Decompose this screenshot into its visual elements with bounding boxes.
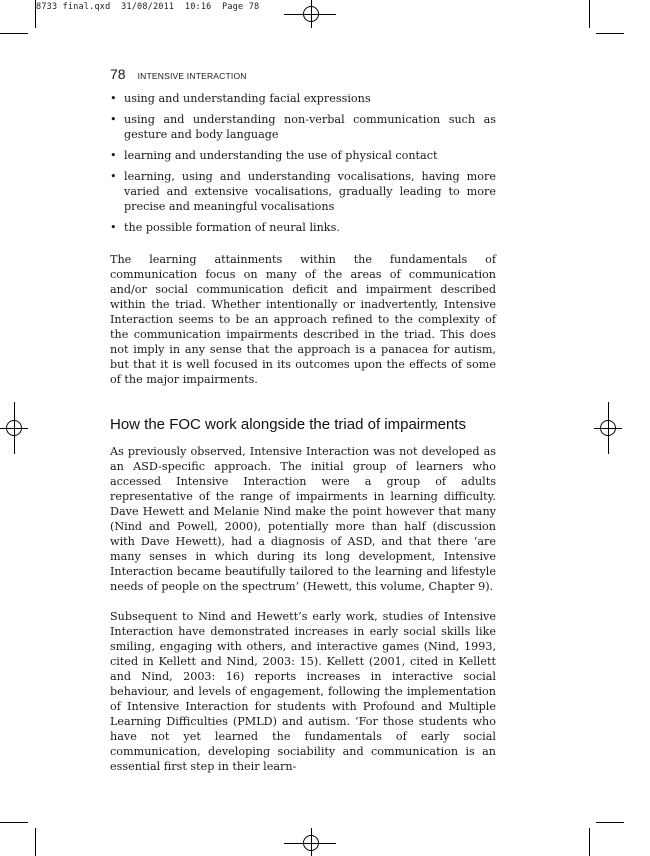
section-heading: How the FOC work alongside the triad of impairments bbox=[110, 416, 466, 433]
crop-mark-bottom-left-v bbox=[35, 828, 36, 856]
page-body bbox=[110, 66, 496, 774]
bullet-marker: • bbox=[110, 113, 117, 126]
list-item bbox=[110, 169, 496, 214]
body-paragraph: As previously observed, Intensive Interaction was not developed as an ASD-specific approach. The initial group of learners who accessed Intensive Interaction were a group of adults representative of the range of impairments in learning difficulty. Dave Hewett and Melanie Nind make the point however that many (Nind and Powell, 2000), potentially more than half (discussion with Dave Hewett), had a diagnosis of ASD, and that there ‘are many senses in which during its long development, Intensive Interaction became beautifully tailored to the learning and lifestyle needs of people on the spectrum’ (Hewett, this volume, Chapter 9). bbox=[110, 445, 496, 593]
list-item bbox=[110, 220, 496, 235]
page-number: 78 bbox=[110, 66, 126, 82]
crop-mark-top-left-h bbox=[0, 33, 28, 34]
body-paragraph: Subsequent to Nind and Hewett’s early work, studies of Intensive Interaction have demonstrated increases in early social skills like smiling, engaging with others, and interactive games (Nind, 1993, cited in Kellett and Nind, 2003: 15). Kellett (2001, cited in Kellett and Nind, 2003: 16) reports increases in interactive social behaviour, and levels of engagement, following the implementation of Intensive Interaction for students with Profound and Multiple Learning Difficulties (PMLD) and autism. ‘For those students who have not yet learned the fundamentals of early social communication, developing sociability and communication is an essential first step in their learn- bbox=[110, 610, 496, 773]
crop-mark-bottom-right-h bbox=[596, 822, 624, 823]
running-head bbox=[110, 66, 496, 82]
print-slug: 8733 final.qxd 31/08/2011 10:16 Page 78 bbox=[36, 2, 260, 12]
list-item-text: using and understanding non-verbal communication such as gesture and body language bbox=[124, 113, 496, 141]
crop-mark-bottom-right-v bbox=[589, 828, 590, 856]
body-paragraph: The learning attainments within the fundamentals of communication focus on many of the areas of communication and/or social communication deficit and impairment described within the triad. Whether intentionally or inadvertently, Intensive Interaction seems to be an approach refined to the complexity of the communication impairments described in the triad. This does not imply in any sense that the approach is a panacea for autism, but that it is well focused in its outcomes upon the effects of some of the major impairments. bbox=[110, 253, 496, 386]
bullet-marker: • bbox=[110, 170, 117, 183]
list-item bbox=[110, 148, 496, 163]
crop-mark-top-left-v bbox=[35, 0, 36, 28]
crop-mark-top-right-v bbox=[589, 0, 590, 28]
list-item-text: the possible formation of neural links. bbox=[124, 221, 340, 234]
list-item bbox=[110, 112, 496, 142]
bullet-list bbox=[110, 91, 496, 235]
crop-mark-top-right-h bbox=[596, 33, 624, 34]
running-title: INTENSIVE INTERACTION bbox=[137, 71, 247, 81]
crop-mark-bottom-left-h bbox=[0, 822, 28, 823]
bullet-marker: • bbox=[110, 92, 117, 105]
bullet-marker: • bbox=[110, 149, 117, 162]
list-item bbox=[110, 91, 496, 106]
list-item-text: learning and understanding the use of physical contact bbox=[124, 149, 438, 162]
list-item-text: using and understanding facial expressions bbox=[124, 92, 371, 105]
list-item-text: learning, using and understanding vocalisations, having more varied and extensive vocalisations, gradually leading to more precise and meaningful vocalisations bbox=[124, 170, 496, 213]
bullet-marker: • bbox=[110, 221, 117, 234]
